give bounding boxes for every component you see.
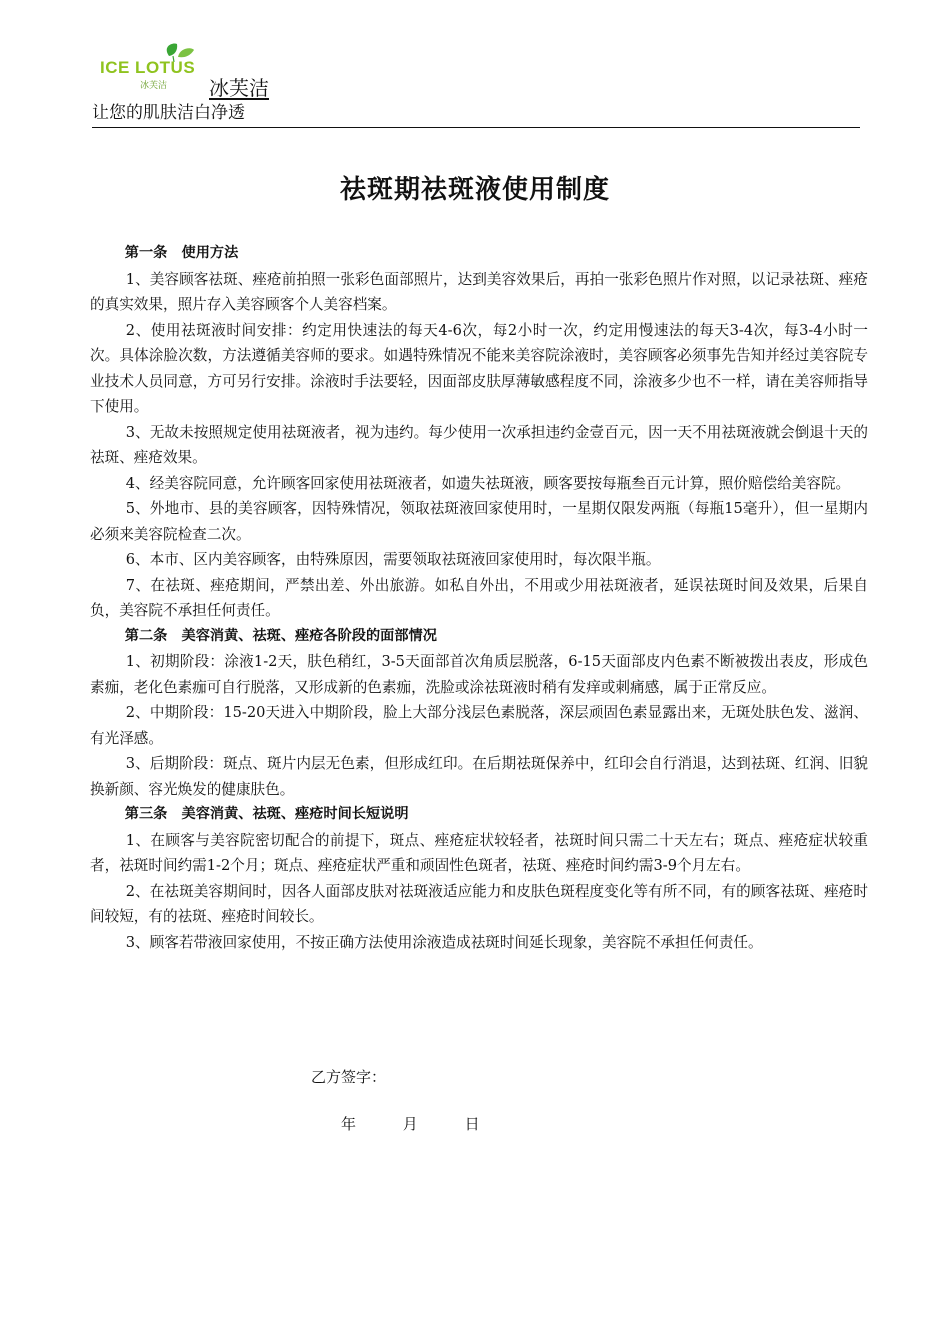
document-body bbox=[90, 241, 868, 955]
date-day-label: 日 bbox=[464, 1115, 480, 1133]
logo-subtext: 冰芙洁 bbox=[140, 81, 168, 91]
article-heading: 第三条 美容消黄、祛斑、痤疮时间长短说明 bbox=[124, 806, 409, 822]
document-title: 祛斑期祛斑液使用制度 bbox=[339, 175, 610, 205]
body-paragraph: 1、美容顾客祛斑、痤疮前拍照一张彩色面部照片，达到美容效果后，再拍一张彩色照片作对照，以记录祛斑、痤疮的真实效果，照片存入美容顾客个人美容档案。 bbox=[90, 270, 868, 313]
slogan: 让您的肌肤洁白净透 bbox=[92, 103, 245, 123]
svg-text:ICE LOTUS bbox=[100, 58, 195, 77]
article-heading: 第一条 使用方法 bbox=[124, 245, 239, 261]
body-paragraph: 1、初期阶段：涂液1-2天，肤色稍红，3-5天面部首次角质层脱落，6-15天面部皮内色素不断被拨出表皮，形成色素痂，老化色素痂可自行脱落，又形成新的色素痂，洗脸或涂祛斑液时稍有发痒或刺痛感，属于正常反应。 bbox=[90, 653, 868, 696]
body-paragraph: 3、后期阶段：斑点、斑片内层无色素，但形成红印。在后期祛斑保养中，红印会自行消退，达到祛斑、红润、旧貌换新颜、容光焕发的健康肤色。 bbox=[90, 755, 868, 798]
svg-text:冰芙洁 bbox=[140, 79, 167, 91]
body-paragraph: 3、无故未按照规定使用祛斑液者，视为违约。每少使用一次承担违约金壹百元，因一天不用祛斑液就会倒退十天的祛斑、痤疮效果。 bbox=[90, 423, 868, 466]
lotus-logo-icon bbox=[100, 42, 200, 92]
logo-wordmark: ICE LOTUS bbox=[100, 58, 196, 77]
body-paragraph: 1、在顾客与美容院密切配合的前提下，斑点、痤疮症状较轻者，祛斑时间只需二十天左右；斑点、痤疮症状较重者，祛斑时间约需1-2个月；斑点、痤疮症状严重和顽固性色斑者，祛斑、痤疮时间约需3-9个月左右。 bbox=[90, 831, 868, 874]
body-paragraph: 7、在祛斑、痤疮期间，严禁出差、外出旅游。如私自外出，不用或少用祛斑液者，延误祛斑时间及效果，后果自负，美容院不承担任何责任。 bbox=[90, 576, 868, 619]
page-header bbox=[92, 42, 860, 130]
body-paragraph: 6、本市、区内美容顾客，由特殊原因，需要领取祛斑液回家使用时，每次限半瓶。 bbox=[125, 551, 661, 568]
body-paragraph: 5、外地市、县的美容顾客，因特殊情况，领取祛斑液回家使用时，一星期仅限发两瓶（每瓶15毫升），但一星期内必须来美容院检查二次。 bbox=[90, 500, 868, 543]
date-line bbox=[341, 1113, 502, 1135]
date-year-label: 年 bbox=[341, 1115, 357, 1133]
date-month-label: 月 bbox=[402, 1115, 418, 1133]
brand-name: 冰芙洁 bbox=[209, 76, 269, 100]
body-paragraph: 3、顾客若带液回家使用，不按正确方法使用涂液造成祛斑时间延长现象，美容院不承担任何责任。 bbox=[125, 933, 763, 951]
brand-logo bbox=[100, 42, 200, 92]
body-paragraph: 2、使用祛斑液时间安排：约定用快速法的每天4-6次，每2小时一次，约定用慢速法的每天3-4次，每3-4小时一次。具体涂脸次数，方法遵循美容师的要求。如遇特殊情况不能来美容院涂液时，美容顾客必须事先告知并经过美容院专业技术人员同意，方可另行安排。涂液时手法要轻，因面部皮肤厚薄敏感程度不同，涂液多少也不一样，请在美容师指导下使用。 bbox=[90, 321, 868, 415]
header-divider bbox=[92, 127, 860, 128]
article-heading: 第二条 美容消黄、祛斑、痤疮各阶段的面部情况 bbox=[124, 627, 437, 644]
signature-label: 乙方签字： bbox=[311, 1068, 387, 1086]
body-paragraph: 4、经美容院同意，允许顾客回家使用祛斑液者，如遗失祛斑液，顾客要按每瓶叁百元计算，照价赔偿给美容院。 bbox=[125, 474, 851, 492]
body-paragraph: 2、中期阶段：15-20天进入中期阶段，脸上大部分浅层色素脱落，深层顽固色素显露出来，无斑处肤色发、滋润、有光泽感。 bbox=[90, 704, 868, 747]
body-paragraph: 2、在祛斑美容期间时，因各人面部皮肤对祛斑液适应能力和皮肤色斑程度变化等有所不同，有的顾客祛斑、痤疮时间较短，有的祛斑、痤疮时间较长。 bbox=[90, 882, 868, 925]
